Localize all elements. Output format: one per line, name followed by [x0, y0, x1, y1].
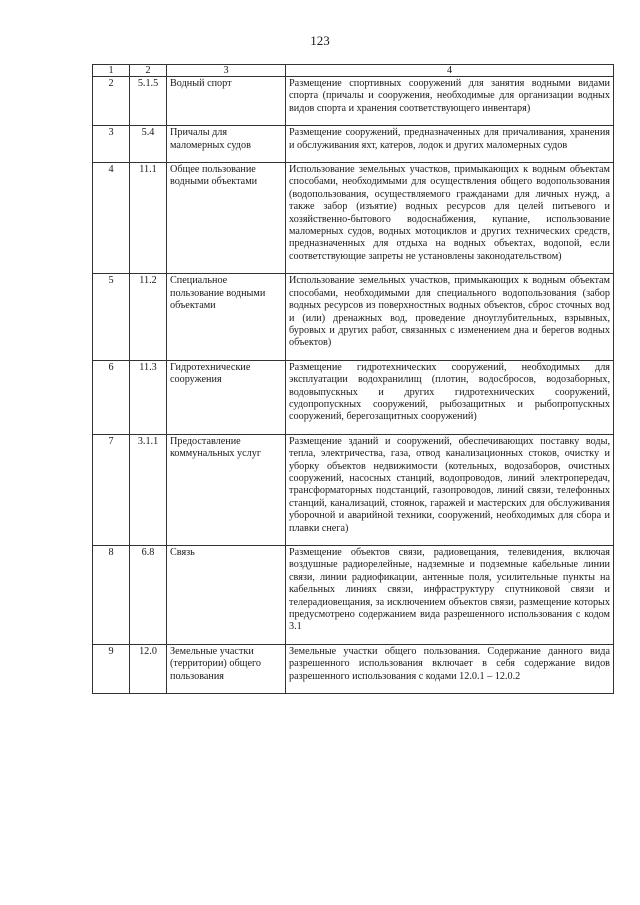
table-row: [93, 77, 614, 126]
table-row: [93, 644, 614, 693]
table-row: [93, 434, 614, 545]
header-col-1: 1: [93, 65, 130, 77]
row-number: 3: [93, 126, 130, 163]
row-description: Размещение зданий и сооружений, обеспечивающих поставку воды, тепла, электричества, газа, отвод канализационных стоков, очистку и уборку объектов недвижимости (котельных, водозаборов, очистных сооружений, насосных станций, водопроводов, линий электропередач, трансформаторных подстанций, газопроводов, линий связи, телефонных станций, канализаций, стоянок, гаражей и мастерских для обслуживания уборочной и аварийной техники, сооружений, необходимых для сбора и плавки снега): [286, 434, 614, 545]
row-description: Размещение спортивных сооружений для занятия водными видами спорта (причалы и сооружения, необходимые для организации водных видов спорта и хранения соответствующего инвентаря): [286, 77, 614, 126]
page-number: 123: [310, 33, 330, 48]
row-code: 5.4: [130, 126, 167, 163]
row-name: Специальное пользование водными объектами: [167, 274, 286, 360]
row-code: 11.2: [130, 274, 167, 360]
row-code: 6.8: [130, 546, 167, 645]
row-code: 3.1.1: [130, 434, 167, 545]
row-code: 5.1.5: [130, 77, 167, 126]
row-name: Общее пользование водными объектами: [167, 163, 286, 274]
row-name: Причалы для маломерных судов: [167, 126, 286, 163]
row-description: Размещение объектов связи, радиовещания, телевидения, включая воздушные радиорелейные, надземные и подземные кабельные линии связи, линии радиофикации, антенные поля, усилительные пункты на кабельных линиях связи, инфраструктуру спутниковой связи и телерадиовещания, за исключением объектов связи, размещение которых предусмотрено содержанием вида разрешенного использования с кодом 3.1: [286, 546, 614, 645]
header-col-3: 3: [167, 65, 286, 77]
row-number: 9: [93, 644, 130, 693]
header-col-2: 2: [130, 65, 167, 77]
row-description: Размещение сооружений, предназначенных для причаливания, хранения и обслуживания яхт, катеров, лодок и других маломерных судов: [286, 126, 614, 163]
row-number: 5: [93, 274, 130, 360]
row-name: Гидротехнические сооружения: [167, 360, 286, 434]
row-code: 11.1: [130, 163, 167, 274]
row-name: Водный спорт: [167, 77, 286, 126]
row-code: 12.0: [130, 644, 167, 693]
table-row: [93, 360, 614, 434]
row-description: Размещение гидротехнических сооружений, необходимых для эксплуатации водохранилищ (плотин, водосбросов, водозаборных, водовыпускных и других гидротехнических сооружений, судопропускных сооружений, рыбозащитных и рыбопропускных сооружений, берегозащитных сооружений): [286, 360, 614, 434]
row-code: 11.3: [130, 360, 167, 434]
row-description: Использование земельных участков, примыкающих к водным объектам способами, необходимыми для осуществления общего водопользования (водопользования, осуществляемого гражданами для личных нужд, а также забор (изъятие) водных ресурсов для целей питьевого и хозяйственно-бытового водоснабжения, купание, использование маломерных судов, водных мотоциклов и других технических средств, предназначенных для отдыха на водных объектах, водопой, если соответствующие запреты не установлены законодательством): [286, 163, 614, 274]
header-col-4: 4: [286, 65, 614, 77]
row-number: 2: [93, 77, 130, 126]
row-number: 6: [93, 360, 130, 434]
table-row: [93, 546, 614, 645]
table-header-row: [93, 65, 614, 77]
land-use-table: [92, 64, 614, 694]
row-description: Использование земельных участков, примыкающих к водным объектам способами, необходимыми для специального водопользования (забор водных ресурсов из поверхностных водных объектов, сброс сточных вод и (или) дренажных вод, проведение дноуглубительных, взрывных, буровых и других работ, связанных с изменением дна и берегов водных объектов): [286, 274, 614, 360]
row-name: Связь: [167, 546, 286, 645]
row-name: Предоставление коммунальных услуг: [167, 434, 286, 545]
row-number: 4: [93, 163, 130, 274]
row-description: Земельные участки общего пользования. Содержание данного вида разрешенного использования включает в себя содержание видов разрешенного использования с кодами 12.0.1 – 12.0.2: [286, 644, 614, 693]
row-number: 8: [93, 546, 130, 645]
table-row: [93, 274, 614, 360]
row-name: Земельные участки (территории) общего пользования: [167, 644, 286, 693]
row-number: 7: [93, 434, 130, 545]
table-row: [93, 163, 614, 274]
table-row: [93, 126, 614, 163]
